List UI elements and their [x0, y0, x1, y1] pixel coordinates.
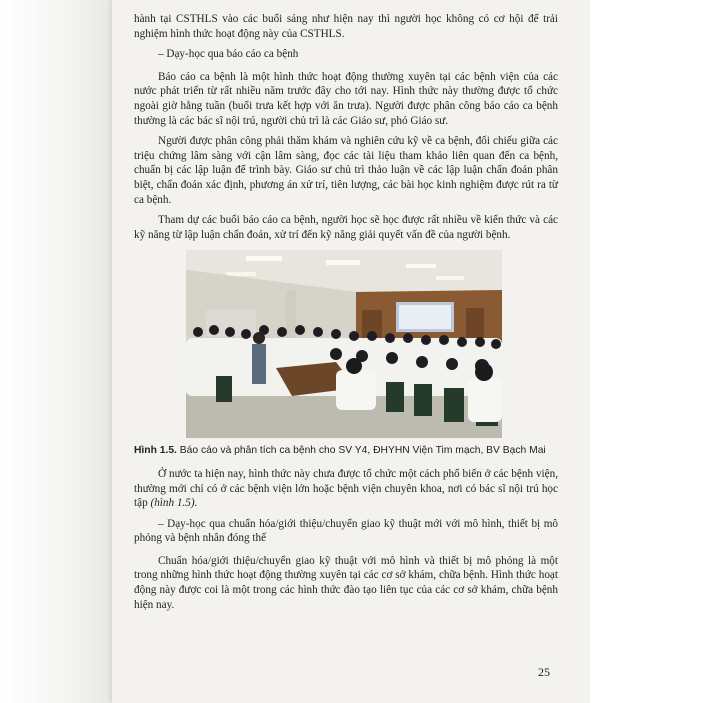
section-heading-case-report: – Dạy-học qua báo cáo ca bệnh	[158, 48, 299, 61]
page-body	[134, 12, 558, 618]
figure-reference: (hình 1.5).	[150, 497, 198, 510]
figure-caption-label: Hình 1.5.	[134, 445, 177, 457]
figure-caption-text: Báo cáo và phân tích ca bệnh cho SV Y4, ĐHYHN Viện Tim mạch, BV Bạch Mai	[176, 445, 546, 457]
paragraph-simulation: Chuẩn hóa/giới thiệu/chuyển giao kỹ thuật với mô hình và thiết bị mô phỏng là một trong những hình thức hoạt động thường xuyên tại các cơ sở khám, chữa bệnh. Hình thức hoạt động này được coi là một trong các hình thức đào tạo liên tục của các cơ sở khám, chữa bệnh hiện nay.	[134, 554, 558, 611]
section-heading-simulation: – Dạy-học qua chuẩn hóa/giới thiệu/chuyển giao kỹ thuật mới với mô hình, thiết bị mô phỏng và bệnh nhân đóng thế	[134, 517, 558, 545]
page-number: 25	[538, 665, 550, 679]
page-margin-right	[590, 0, 703, 703]
paragraph-case-report-intro: Báo cáo ca bệnh là một hình thức hoạt động thường xuyên tại các bệnh viện của các nước phát triển từ rất nhiều năm trước đây cho tới nay. Hình thức này thường được tổ chức ngoài giờ hằng tuần (buổi trưa kết hợp với ăn trưa). Người được phân công báo cáo ca bệnh thường là các bác sĩ nội trú, người chủ trì là các Giáo sư, phó Giáo sư.	[134, 70, 558, 127]
paragraph-case-report-vietnam-text: Ở nước ta hiện nay, hình thức này chưa được tổ chức một cách phổ biến ở các bệnh viện, thường mới chỉ có ở các bệnh viện lớn hoặc bệnh viện chuyên khoa, nơi có bác sĩ nội trú học tập	[134, 467, 558, 510]
paragraph-case-report-vietnam	[134, 467, 558, 511]
book-spine-shadow	[0, 0, 112, 703]
figure-caption	[134, 444, 558, 459]
paragraph-case-report-benefit: Tham dự các buổi báo cáo ca bệnh, người học sẽ học được rất nhiều về kiến thức và các kỹ năng từ lập luận chẩn đoán, xử trí đến kỹ năng giải quyết vấn đề của người bệnh.	[134, 214, 558, 241]
paragraph-continued: hành tại CSTHLS vào các buổi sáng như hiện nay thì người học không có cơ hội để trải nghiệm hình thức hoạt động này của CSTHLS.	[134, 13, 558, 40]
paragraph-case-report-process: Người được phân công phải thăm khám và nghiên cứu kỹ về ca bệnh, đối chiếu giữa các triệu chứng lâm sàng với cận lâm sàng, đọc các tài liệu tham khảo liên quan đến ca bệnh, chuẩn bị các lập luận để trình bày. Giáo sư chủ trì thảo luận về các lập luận chẩn đoán phân biệt, chẩn đoán xác định, phương án xử trí, tiên lượng, các bài học kinh nghiệm được rút ra từ ca bệnh.	[134, 135, 558, 206]
case-report-meeting-photo	[186, 250, 502, 438]
